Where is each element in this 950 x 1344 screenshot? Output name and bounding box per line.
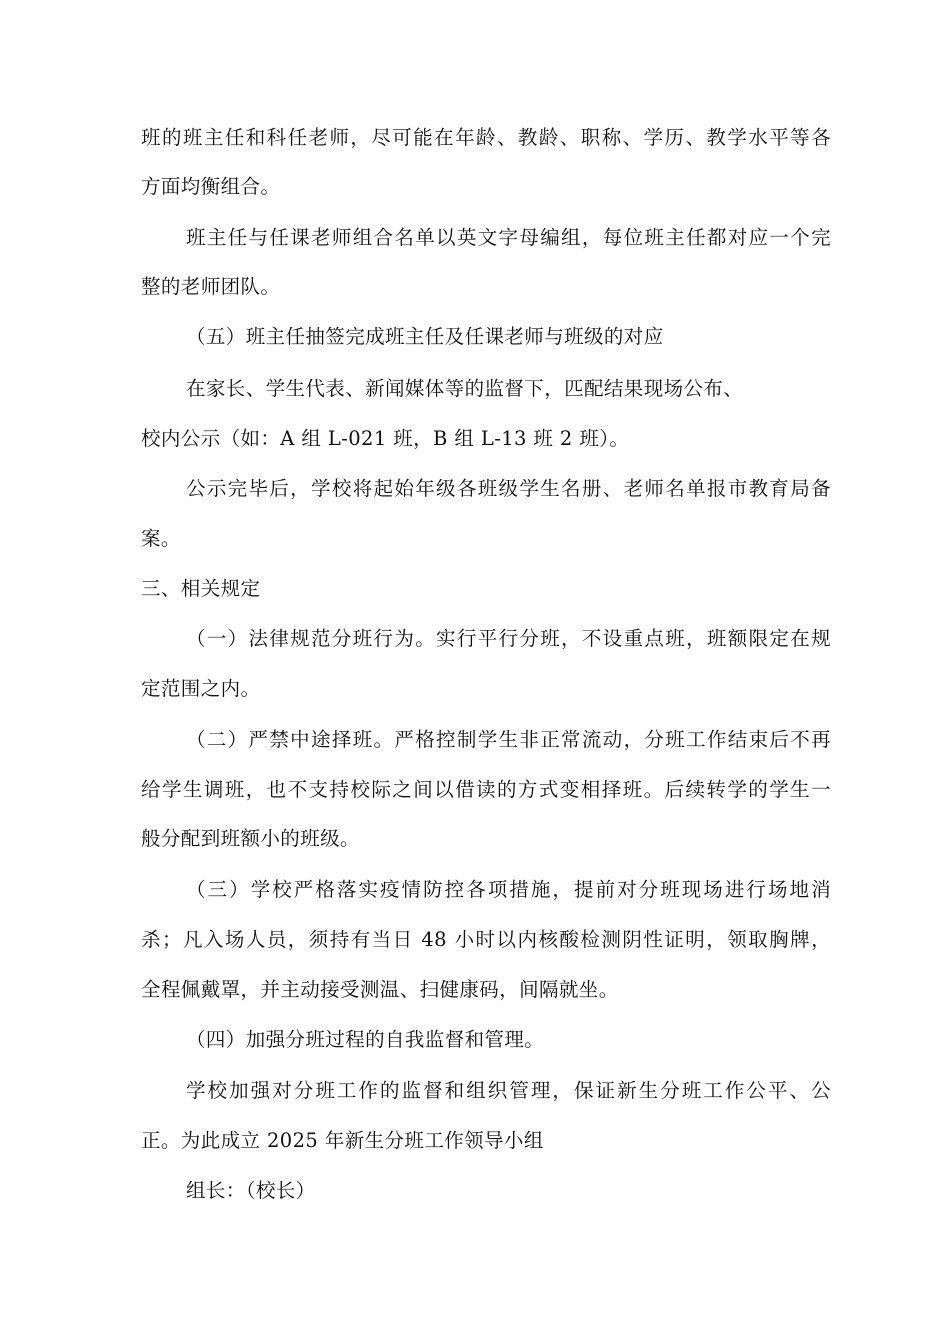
paragraph-line: 全程佩戴罩，并主动接受测温、扫健康码，间隔就坐。 (141, 978, 619, 1001)
paragraph-line: 公示完毕后，学校将起始年级各班级学生名册、老师名单报市教育局备 (186, 477, 831, 500)
paragraph-line: 给学生调班，也不支持校际之间以借读的方式变相择班。后续转学的学生一 (141, 778, 831, 801)
section-heading: （四）加强分班过程的自我监督和管理。 (186, 1028, 545, 1051)
paragraph-line: （三）学校严格落实疫情防控各项措施，提前对分班现场进行场地消 (186, 878, 831, 901)
paragraph-line: 案。 (141, 527, 181, 550)
paragraph-line: 杀；凡入场人员，须持有当日 48 小时以内核酸检测阴性证明，领取胸牌， (141, 928, 831, 951)
paragraph-line: 校内公示（如：A 组 L-021 班，B 组 L-13 班 2 班）。 (141, 427, 630, 450)
paragraph-line: 班的班主任和科任老师，尽可能在年龄、教龄、职称、学历、教学水平等各 (141, 126, 831, 149)
section-heading: 三、相关规定 (141, 577, 261, 600)
paragraph-line: 组长：（校长） (186, 1179, 316, 1202)
paragraph-line: 班主任与任课老师组合名单以英文字母编组，每位班主任都对应一个完 (186, 226, 831, 249)
paragraph-line: 整的老师团队。 (141, 275, 281, 298)
section-heading: （五）班主任抽签完成班主任及任课老师与班级的对应 (186, 325, 664, 348)
paragraph-line: （一）法律规范分班行为。实行平行分班，不设重点班，班额限定在规 (186, 627, 831, 650)
paragraph-line: 正。为此成立 2025 年新生分班工作领导小组 (141, 1129, 544, 1152)
paragraph-line: （二）严禁中途择班。严格控制学生非正常流动，分班工作结束后不再 (186, 728, 831, 751)
paragraph-line: 学校加强对分班工作的监督和组织管理，保证新生分班工作公平、公 (186, 1079, 831, 1102)
paragraph-line: 定范围之内。 (141, 677, 261, 700)
paragraph-line: 方面均衡组合。 (141, 175, 281, 198)
paragraph-line: 般分配到班额小的班级。 (141, 827, 360, 850)
paragraph-line: 在家长、学生代表、新闻媒体等的监督下，匹配结果现场公布、 (186, 377, 744, 400)
